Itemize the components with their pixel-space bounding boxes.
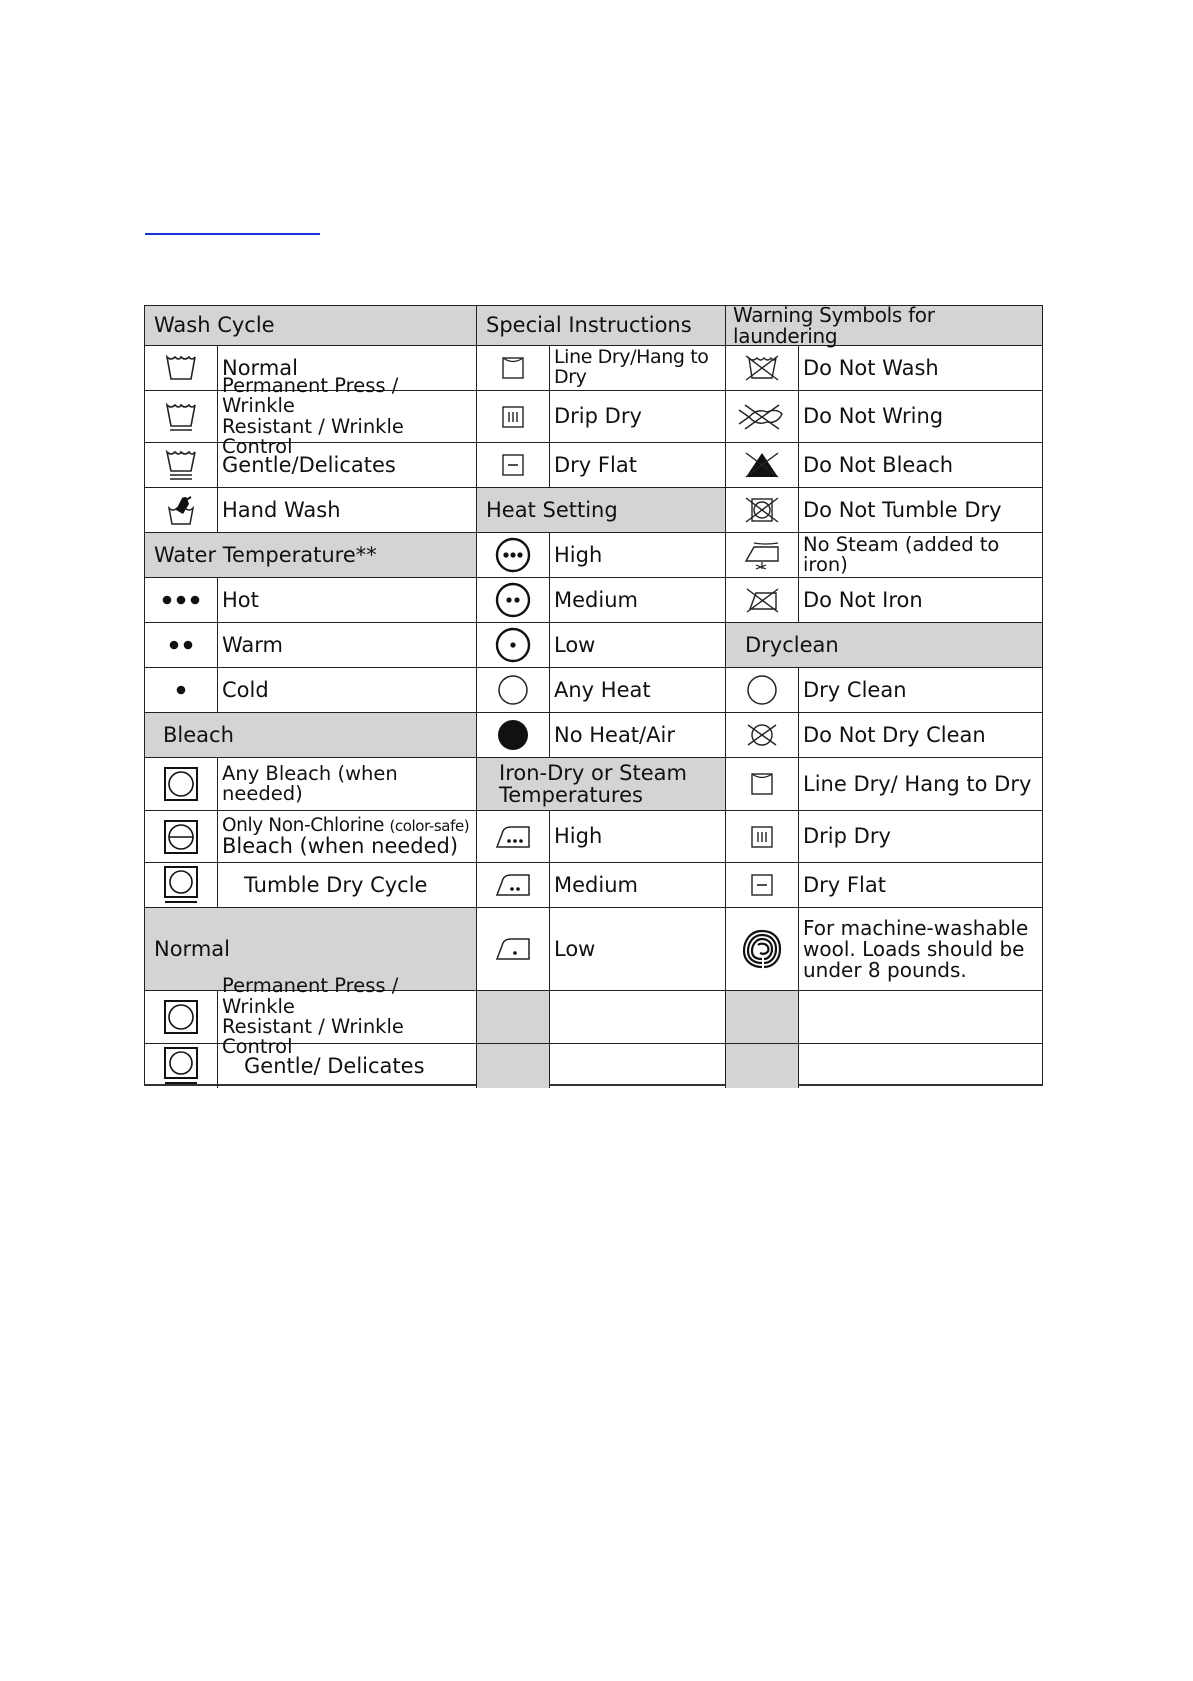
do-not-wring-icon bbox=[726, 391, 799, 443]
wash-gentle-label: Gentle/Delicates bbox=[218, 443, 477, 488]
water-hot-label: Hot bbox=[218, 578, 477, 623]
empty-circle-icon bbox=[477, 668, 550, 713]
hand-wash-icon bbox=[145, 488, 218, 533]
iron-low-label: Low bbox=[550, 908, 726, 991]
non-chlorine-bleach-label bbox=[218, 811, 477, 863]
empty-cell bbox=[726, 1044, 799, 1088]
heat-low-label: Low bbox=[550, 623, 726, 668]
do-not-bleach-label: Do Not Bleach bbox=[799, 443, 1042, 488]
water-temperature-header: Water Temperature** bbox=[145, 533, 477, 578]
label-line-1-note: (color-safe) bbox=[389, 816, 470, 835]
heat-high-label: High bbox=[550, 533, 726, 578]
wash-cycle-header: Wash Cycle bbox=[145, 306, 477, 346]
wash-permanent-press-label bbox=[218, 373, 477, 458]
iron-high-label: High bbox=[550, 811, 726, 863]
dryclean-header: Dryclean bbox=[726, 623, 1042, 668]
do-not-bleach-icon bbox=[726, 443, 799, 488]
empty-cell bbox=[726, 991, 799, 1044]
normal-permanent-press-label bbox=[218, 974, 477, 1059]
label-line-1 bbox=[222, 816, 469, 835]
heat-setting-header: Heat Setting bbox=[477, 488, 726, 533]
empty-cell bbox=[799, 1044, 1042, 1088]
iron-three-dots-icon bbox=[477, 811, 550, 863]
do-not-tumble-dry-label: Do Not Tumble Dry bbox=[799, 488, 1042, 533]
water-warm-label: Warm bbox=[218, 623, 477, 668]
laundry-symbols-table bbox=[144, 302, 1043, 1086]
iron-header-line-2: Temperatures bbox=[499, 783, 643, 807]
line-dry-icon bbox=[726, 758, 799, 811]
empty-cell bbox=[550, 1044, 726, 1088]
iron-header bbox=[477, 758, 726, 811]
label-line-1: Permanent Press / Wrinkle bbox=[222, 974, 399, 1018]
iron-medium-label: Medium bbox=[550, 863, 726, 908]
label-line-2: Resistant / Wrinkle Control bbox=[222, 414, 404, 458]
wash-normal-label: Normal bbox=[218, 346, 477, 391]
do-not-wash-icon bbox=[726, 346, 799, 391]
wool-icon bbox=[726, 908, 799, 991]
circle-two-dots-icon bbox=[477, 578, 550, 623]
warning-symbols-header: Warning Symbols for laundering bbox=[726, 306, 1042, 346]
line-dry-label: Line Dry/Hang to Dry bbox=[550, 346, 726, 391]
washtub-one-line-icon bbox=[145, 391, 218, 443]
iron-two-dots-icon bbox=[477, 863, 550, 908]
do-not-iron-icon bbox=[726, 578, 799, 623]
any-bleach-label: Any Bleach (when needed) bbox=[218, 758, 477, 811]
dry-flat-label: Dry Flat bbox=[550, 443, 726, 488]
tumble-dry-cycle-label: Tumble Dry Cycle bbox=[218, 863, 477, 908]
square-circle-icon bbox=[145, 758, 218, 811]
wool-label-line-2: wool. Loads should be bbox=[803, 936, 1025, 961]
wool-label bbox=[799, 908, 1042, 991]
do-not-wring-label: Do Not Wring bbox=[799, 391, 1042, 443]
empty-cell bbox=[477, 991, 550, 1044]
three-dots-icon bbox=[145, 578, 218, 623]
drip-dry-icon bbox=[726, 811, 799, 863]
dry-flat-warning-label: Dry Flat bbox=[799, 863, 1042, 908]
do-not-dry-clean-label: Do Not Dry Clean bbox=[799, 713, 1042, 758]
label-line-2: Resistant / Wrinkle Control bbox=[222, 1015, 404, 1059]
iron-one-dot-icon bbox=[477, 908, 550, 991]
bleach-header: Bleach bbox=[145, 713, 477, 758]
dry-clean-circle-icon bbox=[726, 668, 799, 713]
washtub-icon bbox=[145, 346, 218, 391]
no-steam-label: No Steam (added to iron) bbox=[799, 533, 1042, 578]
do-not-iron-label: Do Not Iron bbox=[799, 578, 1042, 623]
filled-circle-icon bbox=[477, 713, 550, 758]
empty-cell bbox=[799, 991, 1042, 1044]
two-dots-icon bbox=[145, 623, 218, 668]
line-dry-icon bbox=[477, 346, 550, 391]
hyperlink-underline[interactable] bbox=[145, 233, 320, 235]
one-dot-icon bbox=[145, 668, 218, 713]
label-line-1: Permanent Press / Wrinkle bbox=[222, 373, 399, 418]
label-line-2: Bleach (when needed) bbox=[222, 834, 459, 859]
do-not-wash-label: Do Not Wash bbox=[799, 346, 1042, 391]
hand-wash-label: Hand Wash bbox=[218, 488, 477, 533]
circle-one-dot-icon bbox=[477, 623, 550, 668]
wool-label-line-3: under 8 pounds. bbox=[803, 957, 967, 982]
circle-three-dots-icon bbox=[477, 533, 550, 578]
line-dry-warning-label: Line Dry/ Hang to Dry bbox=[799, 758, 1042, 811]
dry-flat-icon bbox=[477, 443, 550, 488]
square-circle-icon bbox=[145, 991, 218, 1044]
square-circle-line-icon bbox=[145, 811, 218, 863]
iron-header-line-1: Iron-Dry or Steam bbox=[499, 760, 687, 785]
heat-none-label: No Heat/Air bbox=[550, 713, 726, 758]
washtub-two-lines-icon bbox=[145, 443, 218, 488]
empty-cell bbox=[550, 991, 726, 1044]
normal-header: Normal bbox=[145, 908, 477, 991]
square-circle-underline-icon bbox=[145, 1044, 218, 1088]
empty-cell bbox=[477, 1044, 550, 1088]
heat-any-label: Any Heat bbox=[550, 668, 726, 713]
label-line-1-main: Only Non-Chlorine bbox=[222, 814, 390, 836]
heat-medium-label: Medium bbox=[550, 578, 726, 623]
square-circle-underline-icon bbox=[145, 863, 218, 908]
normal-gentle-label: Gentle/ Delicates bbox=[218, 1044, 477, 1088]
drip-dry-label: Drip Dry bbox=[550, 391, 726, 443]
dry-flat-icon bbox=[726, 863, 799, 908]
wool-label-line-1: For machine-washable bbox=[803, 915, 1029, 940]
water-cold-label: Cold bbox=[218, 668, 477, 713]
special-instructions-header: Special Instructions bbox=[477, 306, 726, 346]
drip-dry-icon bbox=[477, 391, 550, 443]
drip-dry-warning-label: Drip Dry bbox=[799, 811, 1042, 863]
do-not-dry-clean-icon bbox=[726, 713, 799, 758]
do-not-tumble-dry-icon bbox=[726, 488, 799, 533]
no-steam-icon bbox=[726, 533, 799, 578]
dry-clean-label: Dry Clean bbox=[799, 668, 1042, 713]
